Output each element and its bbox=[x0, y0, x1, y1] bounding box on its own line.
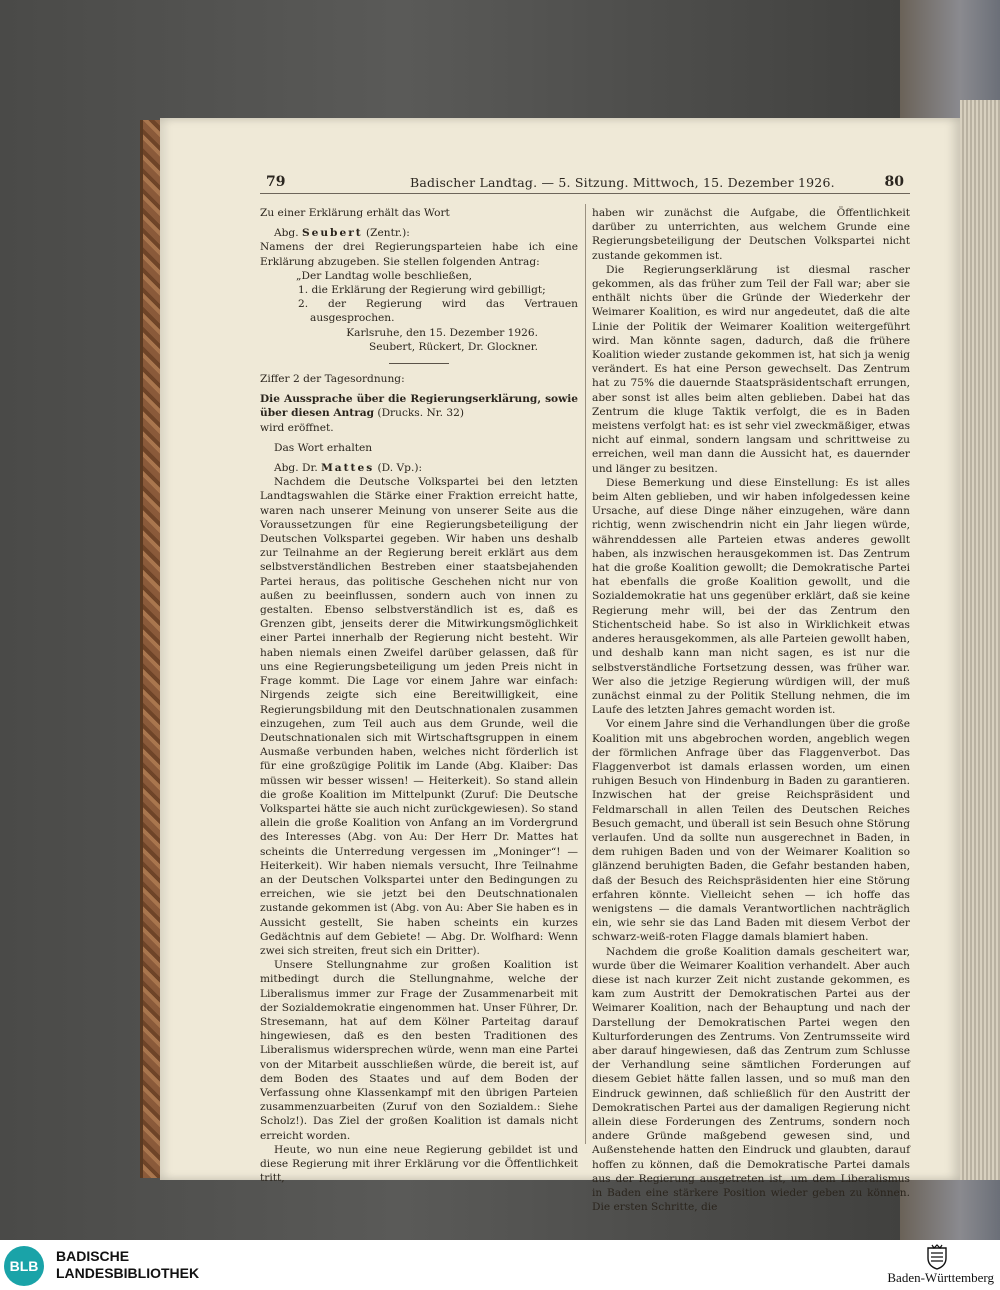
speaker-name: Mattes bbox=[321, 462, 375, 475]
running-title: Badischer Landtag. — 5. Sitzung. Mittwoch, 15. Dezember 1926. bbox=[410, 175, 835, 190]
agenda-title: Die Aussprache über die Regierungserklärung, sowie über diesen Antrag bbox=[260, 393, 578, 420]
page-number-left: 79 bbox=[266, 174, 286, 190]
document-page bbox=[160, 118, 960, 1214]
page-edges bbox=[960, 100, 1000, 1180]
speaker-line bbox=[260, 461, 578, 475]
motion-text: 2. der Regierung wird das Vertrauen ausgesprochen. bbox=[298, 298, 578, 325]
paragraph: Das Wort erhalten bbox=[274, 441, 373, 454]
motion-text: 1. die Erklärung der Regierung wird gebilligt; bbox=[298, 284, 546, 297]
page-header bbox=[260, 174, 910, 192]
speaker-line bbox=[260, 226, 578, 240]
agenda-reference: (Drucks. Nr. 32) bbox=[374, 407, 464, 420]
speaker-party: (D. Vp.): bbox=[374, 462, 423, 475]
paragraph: Heute, wo nun eine neue Regierung gebildet ist und diese Regierung mit ihrer Erklärung vor die Öffentlichkeit tritt, bbox=[260, 1143, 578, 1185]
right-column bbox=[592, 206, 910, 1214]
paragraph: Namens der drei Regierungsparteien habe ich eine Erklärung abzugeben. Sie stellen folgenden Antrag: bbox=[260, 241, 578, 268]
page-number-right: 80 bbox=[884, 174, 904, 190]
motion-text: „Der Landtag wolle beschließen, bbox=[296, 269, 473, 282]
viewer-footer bbox=[0, 1240, 1000, 1290]
paragraph: Ziffer 2 der Tagesordnung: bbox=[260, 373, 405, 386]
speaker-prefix: Abg. Dr. bbox=[274, 462, 322, 475]
paragraph: Vor einem Jahre sind die Verhandlungen über die große Koalition mit uns abgebrochen worden, angeblich wegen der förmlichen Anfrage über das Flaggenverbot. Das Flaggenverbot ist damals erlassen worden, um einen ruhigen Besuch von Hindenburg in Baden zu garantieren. Inzwischen hat der greise Reichspräsident und Feldmarschall in allen Teilen des Deutschen Reiches Besuch gemacht, und überall ist sein Besuch ohne Störung verlaufen. Und da sollte nun ausgerechnet in Baden, in dem ruhigen Baden und von der Weimarer Koalition so glänzend beruhigten Baden, die Gefahr bestanden haben, daß der Besuch des Reichspräsidenten hier eine Störung erfahren könnte. Vielleicht sehen — ich hoffe das wenigstens — die damals Verantwortlichen nachträglich ein, wie sehr sie das Land Baden mit diesem Verbot der schwarz-weiß-roten Flagge damals blamiert haben. bbox=[592, 718, 911, 944]
paragraph: Unsere Stellungnahme zur großen Koalition ist mitbedingt durch die Stellungnahme, welche der Liberalismus immer zur Frage der Zusammenarbeit mit der Sozialdemokratie eingenommen hat. Unser Führer, Dr. Stresemann, hat auf dem Kölner Parteitag darauf hingewiesen, daß es den besten Traditionen des Liberalismus widersprechen würde, wenn man eine Partei von der Mitarbeit ausschließen würde, die bereit ist, auf dem Boden des Staates und auf dem Boden der Verfassung ohne Klassenkampf mit den übrigen Parteien zusammenzuarbeiten (Zuruf von den Sozialdem.: Siehe Scholz!). Das Ziel der großen Koalition ist damals nicht erreicht worden. bbox=[260, 959, 578, 1142]
library-name-line1: BADISCHE bbox=[56, 1248, 130, 1264]
section-separator bbox=[389, 363, 449, 364]
paragraph: Diese Bemerkung und diese Einstellung: Es ist alles beim Alten geblieben, und wir haben infolgedessen keine Ursache, auf diese Dinge näher einzugehen, wäre dann richtig, wenn zwischendrin nicht ein Jahr liegen würde, währenddessen alle Parteien etwas anderes gewollt haben, als inzwischen herausgekommen ist. Das Zentrum hat die große Koalition gewollt; die Demokratische Partei hat ebenfalls die große Koalition gewollt, und die Sozialdemokratie hat uns gegenüber erklärt, daß sie keine Regierung mehr will, bei der das Zentrum den Stichentscheid habe. So ist also in Wirklichkeit etwas anderes herausgekommen, als alle Parteien gewollt haben, und deshalb kann man nicht sagen, es ist nur die selbstverständliche Fortsetzung dessen, was früher war. Wer also die jetzige Regierung würdigen will, der muß zunächst einmal zu der Politik Stellung nehmen, die im Laufe des letzten Jahres gemacht worden ist. bbox=[592, 476, 910, 717]
blb-logo[interactable]: BLB bbox=[4, 1246, 44, 1286]
speaker-prefix: Abg. bbox=[274, 227, 302, 240]
paragraph: Die Regierungserklärung ist diesmal rascher gekommen, als das früher zum Teil der Fall war; aber sie enthält nichts über die Gründe der Wiederkehr der Weimarer Koalition, es wird nur angedeutet, daß die alte Linie der Politik der Weimarer Koalition weitergeführt wird. Man könnte sagen, dadurch, daß die frühere Koalition wieder zustande gekommen ist, hat sich ja wenig verändert. Es hat eine Person gewechselt. Das Zentrum hat zu 75% die dauernde Staatspräsidentschaft errungen, aber sonst ist alles beim alten geblieben. Dabei hat das Zentrum die kluge Taktik verfolgt, die es in Baden meistens verfolgt hat: es ist sehr viel zweckmäßiger, etwas nicht auf einmal, sondern langsam und schrittweise zu erreichen, weil man dann die Aussicht hat, es dauernder und länger zu besitzen. bbox=[592, 263, 910, 475]
paragraph: Zu einer Erklärung erhält das Wort bbox=[260, 207, 450, 219]
signature-line: Karlsruhe, den 15. Dezember 1926. bbox=[346, 326, 538, 339]
paragraph: haben wir zunächst die Aufgabe, die Öffentlichkeit darüber zu unterrichten, aus welchem Grunde eine Regierungsbeteiligung der Deutschen Volkspartei nicht zustande gekommen ist. bbox=[592, 207, 910, 262]
signature-line: Seubert, Rückert, Dr. Glockner. bbox=[368, 340, 538, 353]
agenda-item bbox=[260, 392, 578, 420]
paragraph: wird eröffnet. bbox=[260, 421, 334, 434]
column-divider bbox=[585, 204, 586, 1144]
library-name-line2: LANDESBIBLIOTHEK bbox=[56, 1265, 200, 1281]
state-name[interactable]: Baden-Württemberg bbox=[887, 1270, 994, 1285]
baden-wuerttemberg-crest-icon bbox=[926, 1244, 948, 1270]
paragraph: Nachdem die große Koalition damals gescheitert war, wurde über die Weimarer Koalition verhandelt. Aber auch diese ist nach kurzer Zeit nicht zustande gekommen, es kam zum Austritt der Demokratischen Partei aus der Weimarer Koalition, nach der Behauptung und nach der Darstellung der Demokratischen Partei wegen den Kulturforderungen des Zentrums. Von Zentrumsseite wird aber darauf hingewiesen, daß das Zentrum zum Schlusse der Verhandlung seine sämtlichen Forderungen auf diesem Gebiet hätte fallen lassen, und so muß man den Eindruck gewinnen, daß schließlich für den Austritt der Demokratischen Partei aus der damaligen Regierung nicht allein diese Forderungen des Zentrums, sondern noch andere Gründe maßgebend gewesen sind, und Außenstehende hatten den Eindruck und glaubten, darauf hoffen zu können, daß die Demokratische Partei damals aus der Regierung ausgetreten ist, um dem Liberalismus in Baden eine stärkere Position wieder geben zu können. Die ersten Schritte, die bbox=[592, 945, 910, 1214]
library-name[interactable] bbox=[56, 1248, 199, 1282]
paragraph: Nachdem die Deutsche Volkspartei bei den letzten Landtagswahlen die Stärke einer Fraktion erreicht hatte, waren nach unserer Meinung von unserer Seite aus die Voraussetzungen für eine Regierungsbeteiligung der Deutschen Volkspartei gegeben. Wir haben uns deshalb zur Teilnahme an der Regierung bereit erklärt aus dem selbstverständlichen Bestreben einer staatsbejahenden Partei heraus, das politische Geschehen nicht nur von außen zu beeinflussen, sondern auch von innen zu gestalten. Ebenso selbstverständlich ist es, daß es Grenzen gibt, jenseits derer die Mitwirkungsmöglichkeit einer Partei innerhalb der Regierung nicht besteht. Wir haben niemals einen Zweifel darüber gelassen, daß für uns eine Regierungsbeteiligung um jeden Preis nicht in Frage kommt. Die Lage vor einem Jahre war einfach: Nirgends zeigte sich eine Bereitwilligkeit, eine Regierungsbildung mit den Deutschnationalen zusammen einzugehen, zum Teil auch aus dem Grunde, weil die Deutschnationalen sich mit Wirtschaftsgruppen in einem Ausmaße verbunden haben, welches nicht förderlich ist für eine großzügige Politik im Lande (Abg. Klaiber: Das müssen wir besser wissen! — Heiterkeit). So stand allein die große Koalition im Mittelpunkt (Zuruf: Die Deutsche Volkspartei hätte sie auch nicht zurückgewiesen). So stand allein die große Koalition von Anfang an im Vordergrund des Interesses (Abg. von Au: Der Herr Dr. Mattes hat scheints die Unterredung vergessen im „Moninger“! — Heiterkeit). Wir haben niemals versucht, Ihre Teilnahme an der Deutschen Volkspartei unter den Bedingungen zu erreichen, wie sie jetzt bei den Deutschnationalen zustande gekommen ist (Abg. von Au: Aber Sie haben es in Aussicht gestellt, Sie haben scheints ein kurzes Gedächtnis auf dem Gebiete! — Abg. Dr. Wolfhard: Wenn zwei sich streiten, freut sich ein Dritter). bbox=[260, 476, 578, 957]
left-column bbox=[260, 206, 578, 1185]
header-rule bbox=[260, 193, 910, 194]
speaker-name: Seubert bbox=[301, 227, 363, 240]
speaker-party: (Zentr.): bbox=[362, 227, 410, 240]
